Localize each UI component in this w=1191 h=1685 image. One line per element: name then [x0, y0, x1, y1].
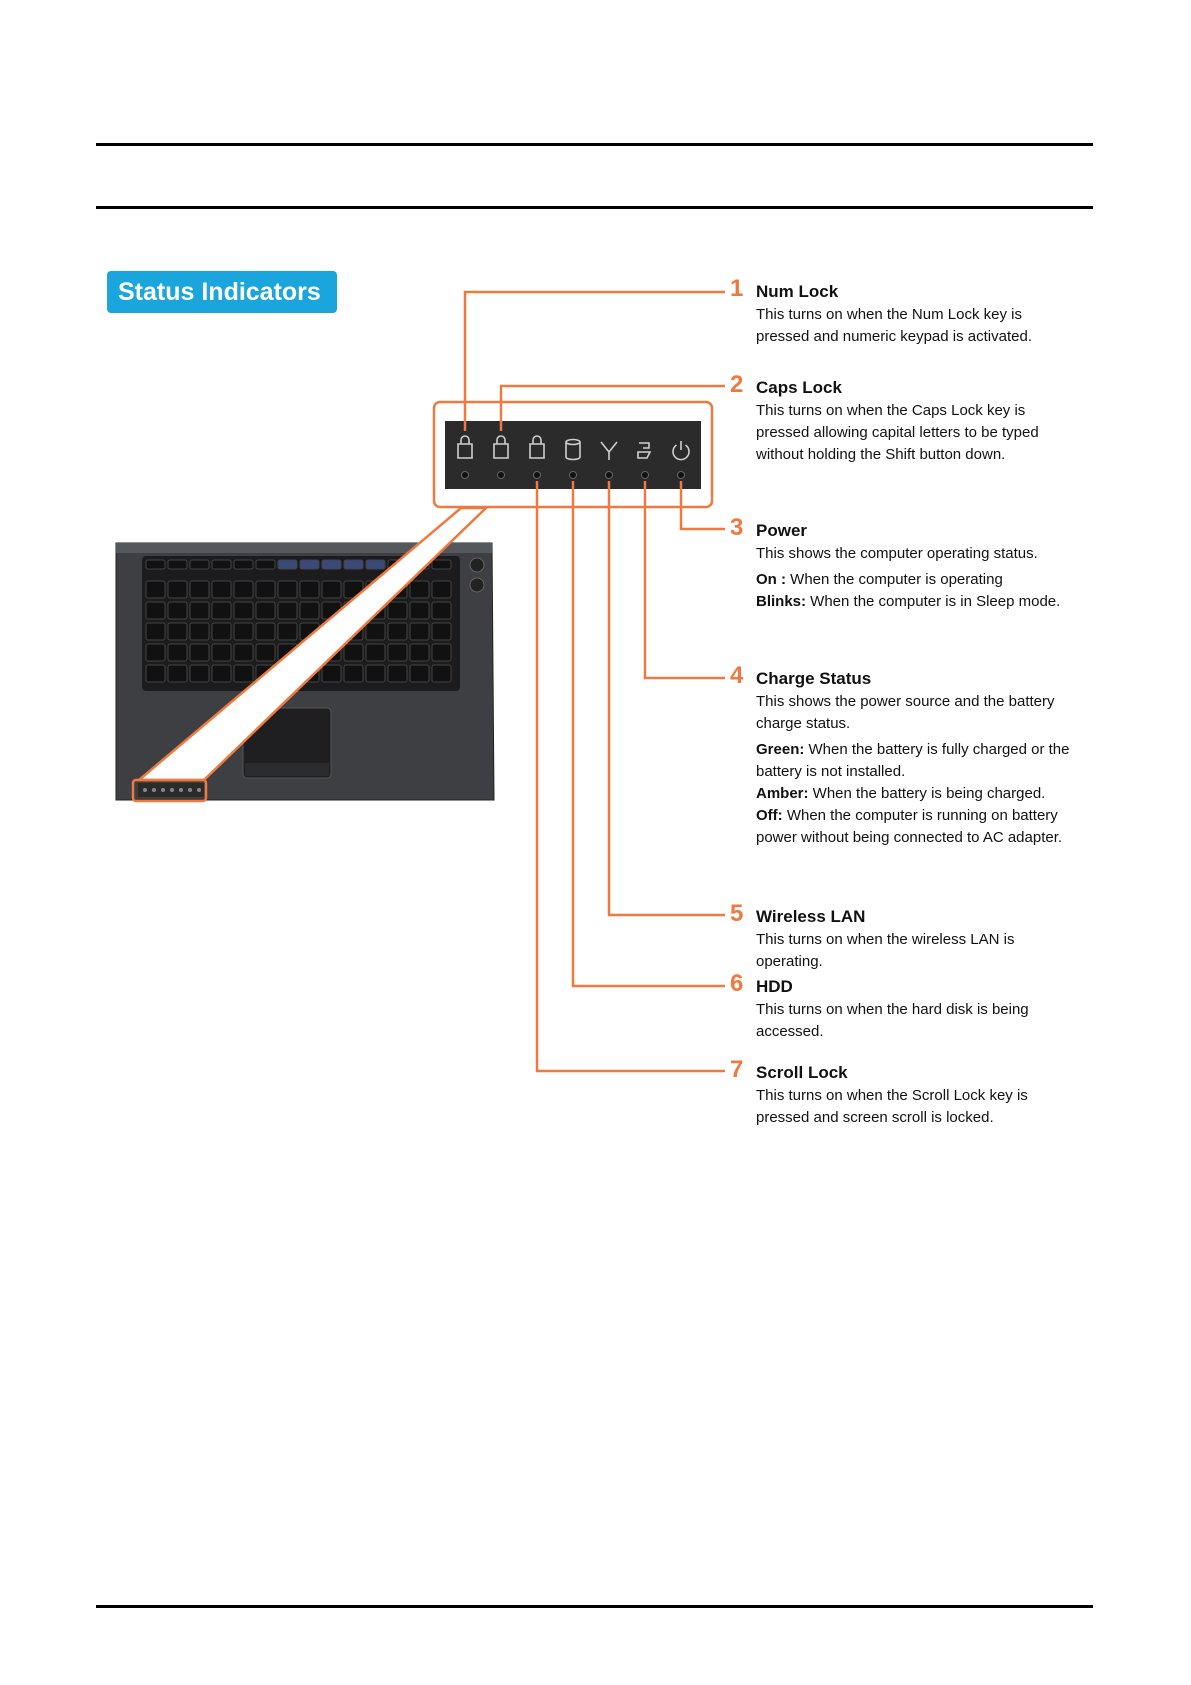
- indicator-note-text: When the battery is being charged.: [808, 785, 1046, 802]
- keyboard-key: [190, 644, 209, 661]
- keyboard-key: [322, 665, 341, 682]
- keyboard-key: [146, 581, 165, 598]
- callout-line: [609, 481, 725, 915]
- indicator-description: This turns on when the Num Lock key is pressed and numeric keypad is activated.: [756, 306, 1032, 345]
- indicator-note: [756, 569, 1076, 591]
- keyboard-key: [168, 581, 187, 598]
- thumbnail-led: [161, 788, 165, 792]
- keyboard-key: [410, 644, 429, 661]
- indicator-note-label: Amber:: [756, 785, 809, 802]
- keyboard-key: [344, 644, 363, 661]
- callout-line: [537, 481, 725, 1071]
- keyboard-key: [190, 623, 209, 640]
- keyboard-key: [366, 623, 385, 640]
- indicator-note-text: When the battery is fully charged or the battery is not installed.: [756, 741, 1070, 780]
- keyboard-key: [432, 644, 451, 661]
- indicator-led: [606, 472, 613, 479]
- indicator-description: This shows the power source and the battery charge status.: [756, 693, 1055, 732]
- callout-line: [645, 481, 725, 678]
- thumbnail-led: [197, 788, 201, 792]
- callout-number: 4: [730, 662, 744, 689]
- keyboard-key: [432, 602, 451, 619]
- keyboard-key: [234, 560, 253, 569]
- keyboard-key: [212, 644, 231, 661]
- thumbnail-led: [179, 788, 183, 792]
- indicator-item: [756, 905, 1076, 973]
- indicator-title: Charge Status: [756, 669, 872, 688]
- keyboard-key: [256, 560, 275, 569]
- keyboard-key: [300, 581, 319, 598]
- indicator-note-label: Blinks:: [756, 593, 807, 610]
- keyboard-key: [212, 602, 231, 619]
- indicator-note-label: On :: [756, 571, 786, 588]
- keyboard-key: [388, 644, 407, 661]
- keyboard-key: [190, 581, 209, 598]
- indicator-note-text: When the computer is in Sleep mode.: [806, 593, 1061, 610]
- indicator-description: This turns on when the Caps Lock key is pressed allowing capital letters to be typed without holding the Shift button down.: [756, 402, 1039, 463]
- callout-number: 3: [730, 514, 744, 541]
- keyboard-key: [234, 581, 253, 598]
- indicator-note-text: When the computer is running on battery power without being connected to AC adapter.: [756, 807, 1063, 846]
- indicator-led: [570, 472, 577, 479]
- indicator-item: [756, 975, 1076, 1043]
- keyboard-key: [168, 602, 187, 619]
- indicator-title: Scroll Lock: [756, 1063, 848, 1082]
- keyboard-key: [146, 644, 165, 661]
- thumbnail-led: [152, 788, 156, 792]
- indicator-led: [642, 472, 649, 479]
- thumbnail-led: [188, 788, 192, 792]
- indicator-title: Power: [756, 521, 808, 540]
- indicator-note: [756, 739, 1076, 783]
- keyboard-key: [432, 581, 451, 598]
- callout-number: 6: [730, 970, 744, 997]
- keyboard-key: [322, 581, 341, 598]
- indicator-description: This shows the computer operating status.: [756, 545, 1038, 562]
- indicator-note-label: Off:: [756, 807, 783, 824]
- keyboard-key: [278, 602, 297, 619]
- keyboard-key: [256, 623, 275, 640]
- keyboard-key: [300, 560, 319, 569]
- keyboard-key: [366, 560, 385, 569]
- indicator-title: Num Lock: [756, 282, 839, 301]
- indicator-title: Wireless LAN: [756, 907, 866, 926]
- led-strip-thumbnail: [138, 783, 204, 797]
- indicator-title: HDD: [756, 977, 793, 996]
- indicator-item: [756, 1061, 1076, 1129]
- keyboard-key: [410, 581, 429, 598]
- callout-number: 5: [730, 900, 744, 927]
- keyboard-key: [278, 560, 297, 569]
- keyboard-key: [234, 644, 253, 661]
- keyboard-key: [168, 665, 187, 682]
- keyboard-key: [146, 665, 165, 682]
- keyboard-key: [212, 665, 231, 682]
- keyboard-key: [168, 623, 187, 640]
- keyboard-key: [388, 623, 407, 640]
- keyboard-key: [410, 602, 429, 619]
- callout-number: 2: [730, 371, 744, 398]
- indicator-item: [756, 376, 1076, 466]
- keyboard-key: [278, 623, 297, 640]
- keyboard-key: [410, 665, 429, 682]
- indicator-item: [756, 667, 1076, 849]
- indicator-led: [462, 472, 469, 479]
- keyboard-key: [432, 560, 451, 569]
- keyboard-key: [146, 623, 165, 640]
- section-badge: Status Indicators: [107, 271, 337, 313]
- keyboard-key: [190, 665, 209, 682]
- keyboard-key: [146, 602, 165, 619]
- indicator-led: [678, 472, 685, 479]
- indicator-led: [498, 472, 505, 479]
- keyboard-key: [410, 623, 429, 640]
- keyboard-key: [190, 602, 209, 619]
- indicator-title: Caps Lock: [756, 378, 842, 397]
- indicator-description: This turns on when the hard disk is being accessed.: [756, 1001, 1029, 1040]
- keyboard-key: [190, 560, 209, 569]
- keyboard-key: [234, 602, 253, 619]
- keyboard-key: [432, 665, 451, 682]
- keyboard-key: [256, 644, 275, 661]
- keyboard-key: [212, 623, 231, 640]
- keyboard-key: [212, 560, 231, 569]
- callout-number: 1: [730, 275, 744, 302]
- indicator-note-label: Green:: [756, 741, 805, 758]
- keyboard-key: [388, 665, 407, 682]
- keyboard-key: [256, 602, 275, 619]
- keyboard-key: [234, 665, 253, 682]
- keyboard-key: [212, 581, 231, 598]
- keyboard-key: [256, 581, 275, 598]
- keyboard-key: [300, 602, 319, 619]
- indicator-item: [756, 519, 1076, 613]
- keyboard-key: [366, 644, 385, 661]
- indicator-note: [756, 783, 1076, 805]
- keyboard-key: [168, 560, 187, 569]
- keyboard-key: [432, 623, 451, 640]
- keyboard-key: [344, 665, 363, 682]
- indicator-note: [756, 805, 1076, 849]
- keyboard-key: [234, 623, 253, 640]
- callout-number: 7: [730, 1056, 744, 1083]
- indicator-description: This turns on when the Scroll Lock key is pressed and screen scroll is locked.: [756, 1087, 1028, 1126]
- keyboard-key: [278, 581, 297, 598]
- indicator-description: This turns on when the wireless LAN is operating.: [756, 931, 1015, 970]
- callout-line: [573, 481, 725, 986]
- keyboard-key: [388, 602, 407, 619]
- keyboard-key: [344, 560, 363, 569]
- thumbnail-led: [143, 788, 147, 792]
- keyboard-key: [366, 665, 385, 682]
- indicator-note: [756, 591, 1076, 613]
- indicator-led: [534, 472, 541, 479]
- keyboard-key: [322, 560, 341, 569]
- keyboard-key: [168, 644, 187, 661]
- indicator-item: [756, 280, 1076, 348]
- thumbnail-led: [170, 788, 174, 792]
- indicator-note-text: When the computer is operating: [786, 571, 1003, 588]
- keyboard-key: [146, 560, 165, 569]
